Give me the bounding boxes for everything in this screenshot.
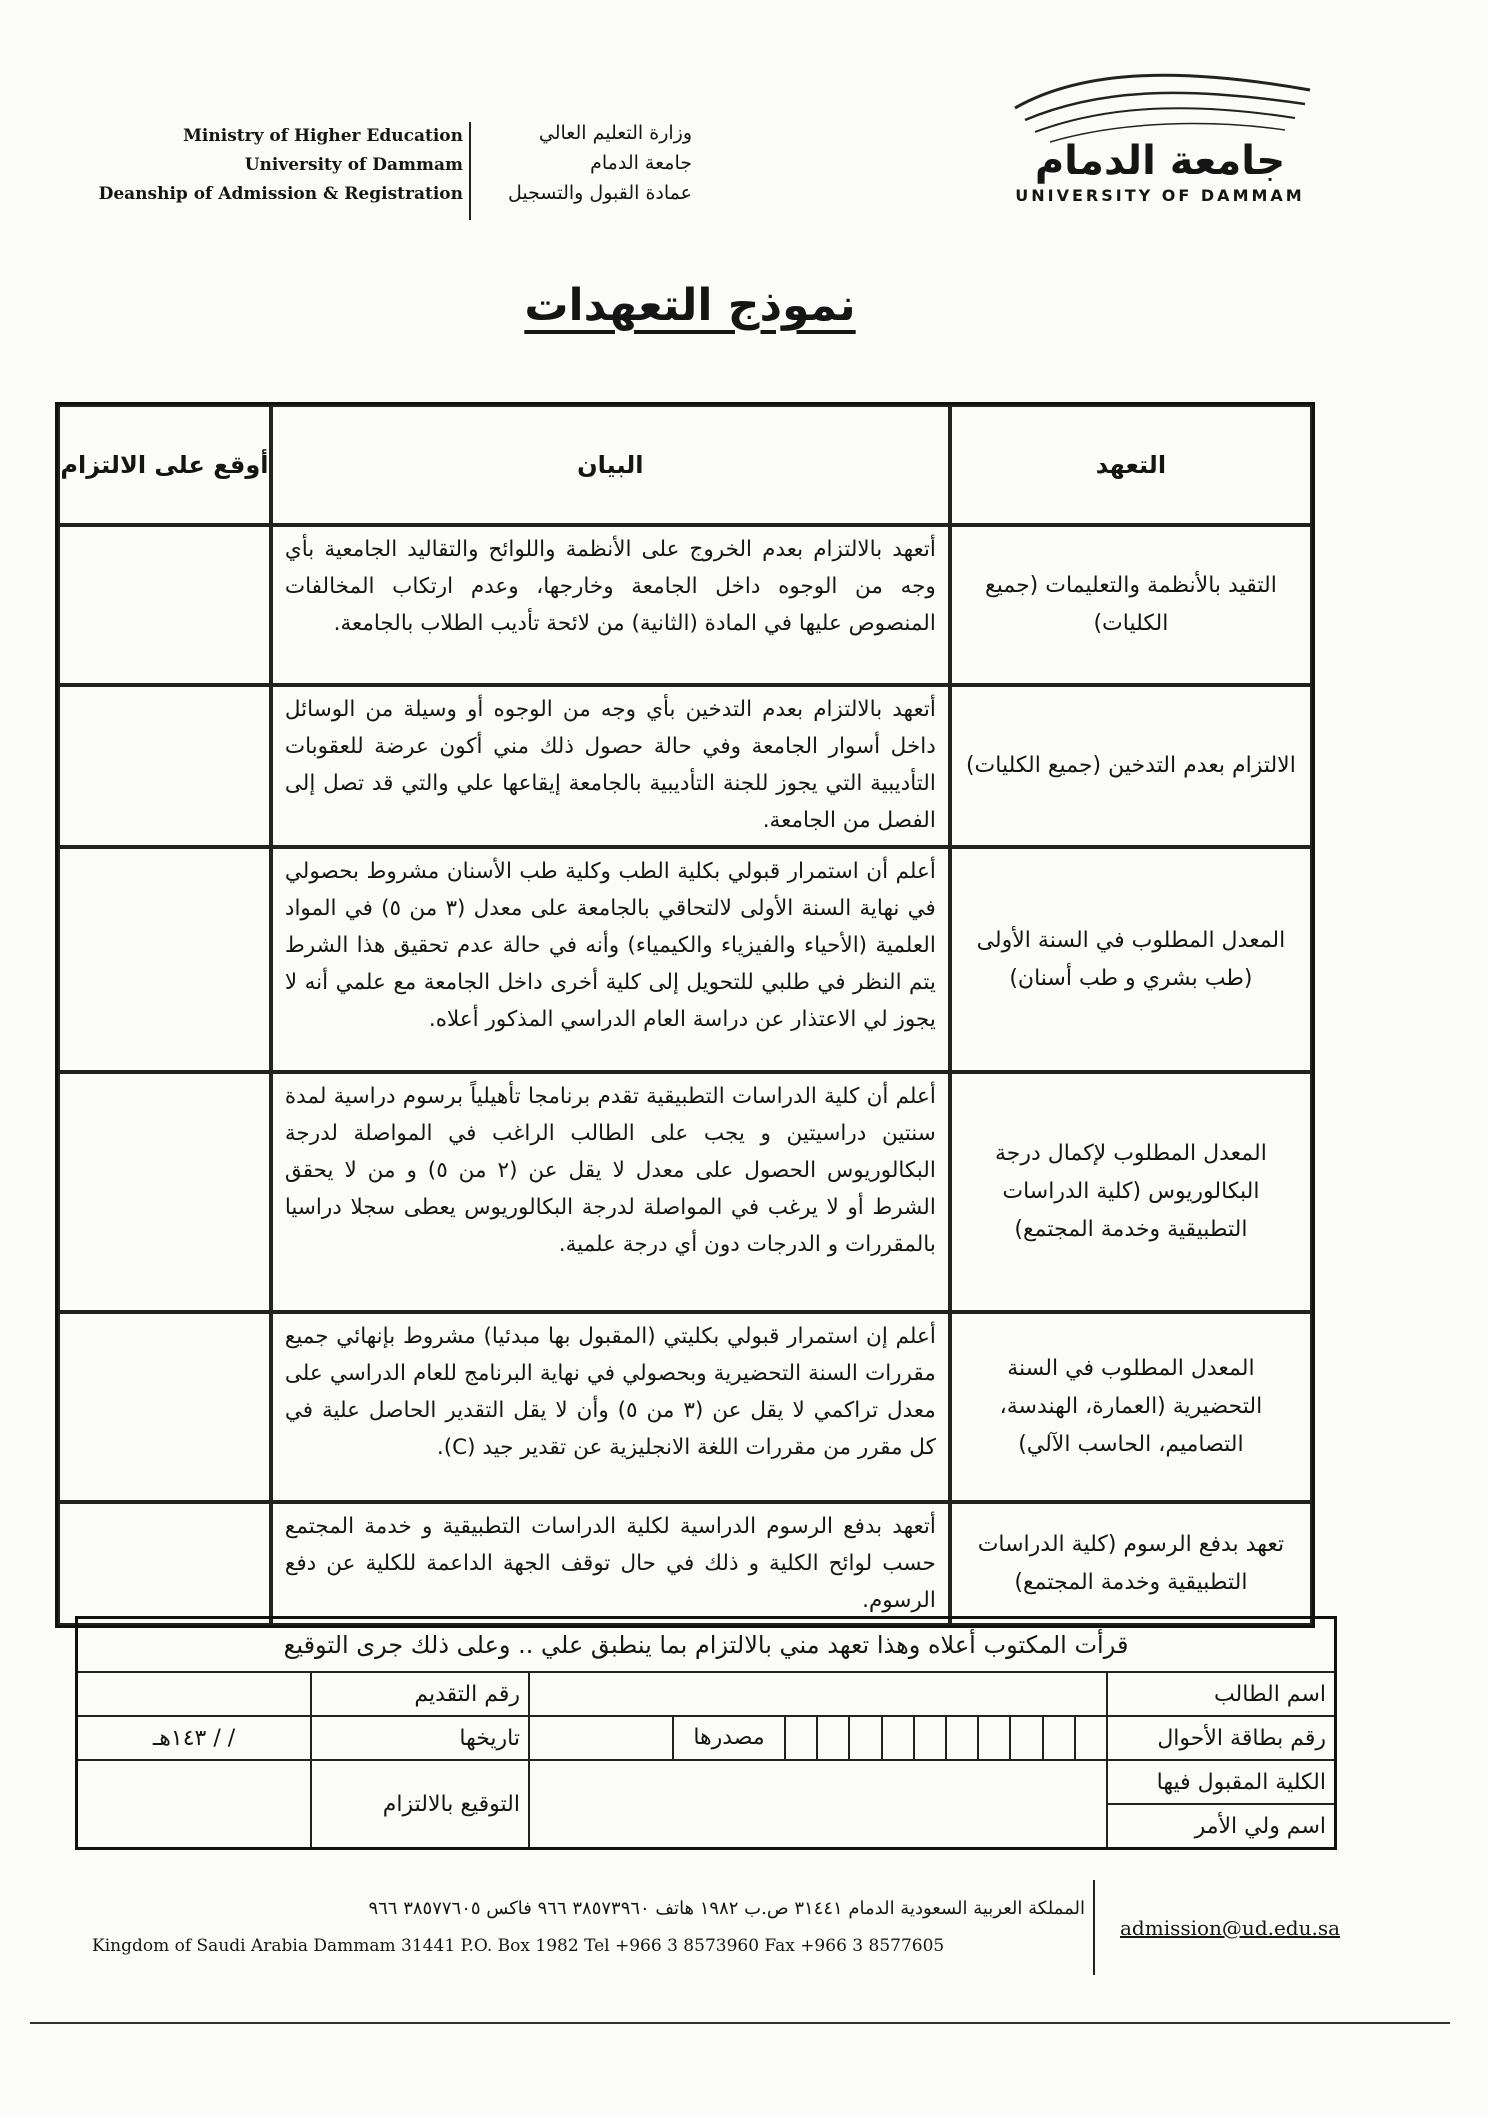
issue-date-field[interactable]: / / ١٤٣هـ (77, 1716, 312, 1760)
footer-divider (1093, 1880, 1095, 1975)
deanship-en: Deanship of Admission & Registration (98, 184, 463, 204)
header-english-block (99, 122, 463, 209)
header-sign: أوقع على الالتزام (58, 405, 271, 525)
header-statement: البيان (271, 405, 950, 525)
pledge-cell: الالتزام بعدم التدخين (جميع الكليات) (950, 685, 1312, 847)
sign-cell[interactable] (58, 847, 271, 1072)
signature-table (75, 1616, 1337, 1850)
statement-cell: أتعهد بالالتزام بعدم الخروج على الأنظمة واللوائح والتقاليد الجامعية بأي وجه من الوجوه داخل الجامعة وخارجها، وعدم ارتكاب المخالفات المنصوص عليها في المادة (الثانية) من لائحة تأديب الطلاب بالجامعة. (271, 525, 950, 685)
header-divider (469, 122, 471, 220)
university-ar: جامعة الدمام (590, 152, 692, 174)
application-no-label: رقم التقديم (311, 1672, 529, 1716)
statement-cell: أعلم أن كلية الدراسات التطبيقية تقدم برنامجا تأهيلياً برسوم دراسية لمدة سنتين دراسيتين و يجب على الطالب الراغب في المواصلة لدرجة البكالوريوس الحصول على معدل لا يقل عن (٢ من ٥) و من لا يحقق الشرط أو لا يرغب في المواصلة لدرجة البكالوريوس يعطى سجلا دراسيا بالمقررات و الدرجات دون أي درجة علمية. (271, 1072, 950, 1312)
table-row (58, 685, 1312, 847)
student-name-label: اسم الطالب (1107, 1672, 1336, 1716)
ministry-ar: وزارة التعليم العالي (538, 122, 692, 144)
footer-email-link[interactable]: admission@ud.edu.sa (1120, 1916, 1341, 1940)
issuer-field[interactable] (530, 1717, 674, 1759)
deanship-ar: عمادة القبول والتسجيل (508, 182, 692, 204)
ministry-en: Ministry of Higher Education (183, 126, 463, 146)
table-row (58, 1072, 1312, 1312)
header-arabic-block (482, 118, 692, 208)
issue-date-label: تاريخها (311, 1716, 529, 1760)
statement-cell: أعلم إن استمرار قبولي بكليتي (المقبول بها مبدئيا) مشروط بإنهائي جميع مقررات السنة التحضيرية وبحصولي في نهاية البرنامج للعام الدراسي على معدل تراكمي لا يقل عن (٣ من ٥) وأن لا يقل التقدير الحاصل علية في كل مقرر من مقررات اللغة الانجليزية عن تقدير جيد (C). (271, 1312, 950, 1502)
college-label: الكلية المقبول فيها (1107, 1760, 1336, 1804)
pledge-cell: التقيد بالأنظمة والتعليمات (جميع الكليات) (950, 525, 1312, 685)
issuer-label: مصدرها (674, 1717, 786, 1759)
pledge-cell: تعهد بدفع الرسوم (كلية الدراسات التطبيقية وخدمة المجتمع) (950, 1502, 1312, 1625)
id-card-label: رقم بطاقة الأحوال (1107, 1716, 1336, 1760)
table-row (58, 1312, 1312, 1502)
page-title: نموذج التعهدات (524, 280, 856, 331)
footer-english-address: Kingdom of Saudi Arabia Dammam 31441 P.O. Box 1982 Tel +966 3 8573960 Fax +966 3 8577605 (92, 1936, 945, 1956)
pledge-cell: المعدل المطلوب في السنة الأولى (طب بشري و طب أسنان) (950, 847, 1312, 1072)
application-no-field[interactable] (77, 1672, 312, 1716)
logo-arabic-wordmark: جامعة الدمام (1034, 138, 1286, 184)
pledge-cell: المعدل المطلوب لإكمال درجة البكالوريوس (كلية الدراسات التطبيقية وخدمة المجتمع) (950, 1072, 1312, 1312)
sign-cell[interactable] (58, 1502, 271, 1625)
university-en: University of Dammam (244, 155, 463, 175)
table-header-row (58, 405, 1312, 525)
table-row (58, 1502, 1312, 1625)
sign-cell[interactable] (58, 685, 271, 847)
statement-cell: أتعهد بالالتزام بعدم التدخين بأي وجه من الوجوه أو وسيلة من الوسائل داخل أسوار الجامعة وفي حالة حصول ذلك مني أكون عرضة للعقوبات التأديبية التي يجوز للجنة التأديبية بالجامعة إيقاعها علي والتي قد تصل إلى الفصل من الجامعة. (271, 685, 950, 847)
pledge-cell: المعدل المطلوب في السنة التحضيرية (العمارة، الهندسة، التصاميم، الحاسب الآلي) (950, 1312, 1312, 1502)
table-row (58, 525, 1312, 685)
bottom-rule (30, 2022, 1450, 2024)
id-number-boxes[interactable] (786, 1717, 1106, 1759)
sign-cell[interactable] (58, 1072, 271, 1312)
sign-cell[interactable] (58, 1312, 271, 1502)
declaration-text: قرأت المكتوب أعلاه وهذا تعهد مني بالالتزام بما ينطبق علي .. وعلى ذلك جرى التوقيع (77, 1618, 1336, 1673)
pledges-table (55, 402, 1315, 1628)
statement-cell: أعلم أن استمرار قبولي بكلية الطب وكلية طب الأسنان مشروط بحصولي في نهاية السنة الأولى لالتحاقي بالجامعة على معدل (٣ من ٥) في المواد العلمية (الأحياء والفيزياء والكيمياء) وأنه في حالة عدم تحقيق هذا الشرط يتم النظر في طلبي للتحويل إلى كلية أخرى داخل الجامعة مع علمي أنه لا يجوز لي الاعتذار عن دراسة العام الدراسي المذكور أعلاه. (271, 847, 950, 1072)
college-guardian-field[interactable] (529, 1760, 1107, 1849)
sign-cell[interactable] (58, 525, 271, 685)
signature-label: التوقيع بالالتزام (311, 1760, 529, 1849)
footer-arabic-address: المملكة العربية السعودية الدمام ٣١٤٤١ ص.ب ١٩٨٢ هاتف ٣٨٥٧٣٩٦٠ ٩٦٦ فاكس ٣٨٥٧٧٦٠٥ ٩٦٦ (368, 1898, 1085, 1919)
table-row (58, 847, 1312, 1072)
header-pledge: التعهد (950, 405, 1312, 525)
id-card-field[interactable] (529, 1716, 1107, 1760)
student-name-field[interactable] (529, 1672, 1107, 1716)
statement-cell: أتعهد بدفع الرسوم الدراسية لكلية الدراسات التطبيقية و خدمة المجتمع حسب لوائح الكلية و ذلك في حال توقف الجهة الداعمة للكلية عن دفع الرسوم. (271, 1502, 950, 1625)
guardian-label: اسم ولي الأمر (1107, 1804, 1336, 1849)
logo-english-wordmark: UNIVERSITY OF DAMMAM (1015, 186, 1305, 205)
signature-field[interactable] (77, 1760, 312, 1849)
